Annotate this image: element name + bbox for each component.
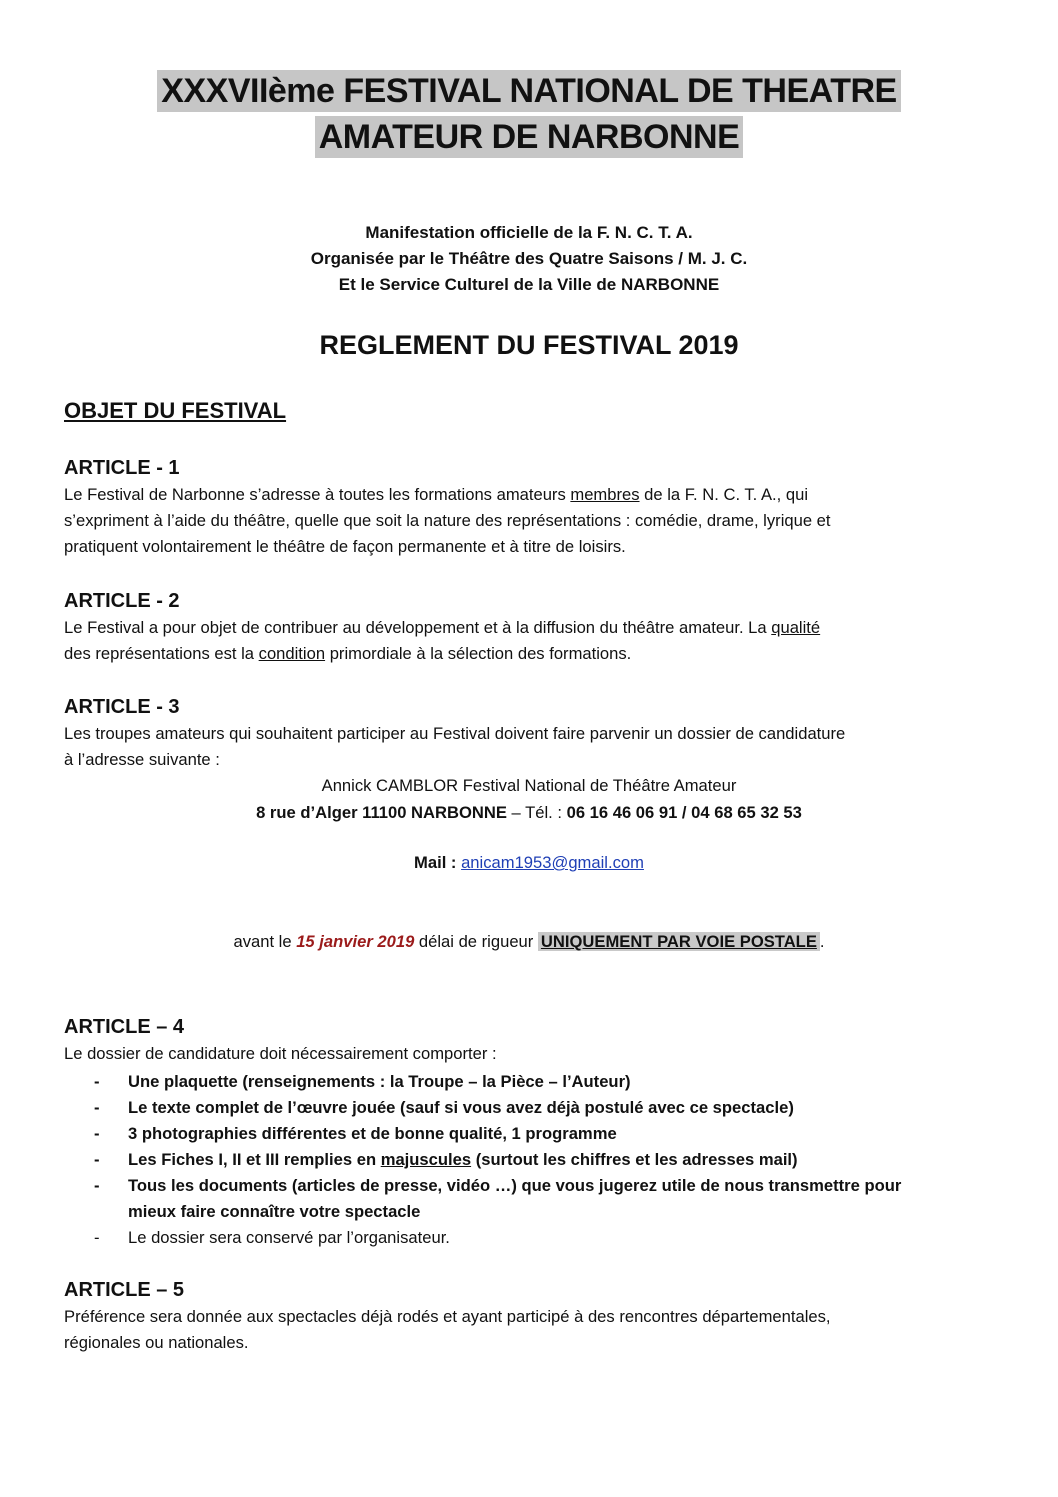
- article-5-heading: ARTICLE – 5: [64, 1279, 185, 1301]
- article-1-line-1: [64, 482, 994, 508]
- text-span: – Tél. :: [506, 803, 567, 822]
- address-line-2: [0, 800, 1058, 826]
- article-2-heading: ARTICLE - 2: [64, 590, 180, 612]
- dash-bullet: -: [94, 1124, 100, 1143]
- dash-bullet: -: [94, 1228, 100, 1247]
- subhead-line-1: Manifestation officielle de la F. N. C. T. A.: [365, 223, 693, 242]
- text-span: avant le: [233, 932, 297, 951]
- dash-bullet: -: [94, 1098, 100, 1117]
- text-span: primordiale à la sélection des formations.: [325, 644, 632, 663]
- article-2-line-1: [64, 615, 994, 641]
- list-item-text: (surtout les chiffres et les adresses mail): [471, 1150, 798, 1169]
- festival-title: [0, 70, 1058, 158]
- underlined-word: qualité: [771, 618, 821, 637]
- organizer-block: [0, 220, 1058, 298]
- mail-label: Mail :: [414, 853, 462, 872]
- list-item: [64, 1069, 994, 1095]
- list-item-text: Tous les documents (articles de presse, vidéo …) que vous jugerez utile de nous transmettre pour: [128, 1176, 902, 1195]
- title-line-1: XXXVIIème FESTIVAL NATIONAL DE THEATRE: [157, 70, 900, 112]
- dash-bullet: -: [94, 1072, 100, 1091]
- list-item-text: 3 photographies différentes et de bonne qualité, 1 programme: [128, 1124, 617, 1143]
- postal-only-highlight: UNIQUEMENT PAR VOIE POSTALE: [538, 932, 820, 951]
- text-span: Le Festival a pour objet de contribuer au développement et à la diffusion du théâtre amateur. La: [64, 618, 772, 637]
- article-1-line-2: s’expriment à l’aide du théâtre, quelle que soit la nature des représentations : comédie, drame, lyrique et: [64, 511, 831, 530]
- text-span: Le Festival de Narbonne s’adresse à toutes les formations amateurs: [64, 485, 571, 504]
- list-item-text: Le dossier sera conservé par l’organisateur.: [128, 1228, 450, 1247]
- list-item-text: Le texte complet de l’œuvre jouée (sauf si vous avez déjà postulé avec ce spectacle): [128, 1098, 794, 1117]
- dash-bullet: -: [94, 1150, 100, 1169]
- underlined-word: membres: [570, 485, 640, 504]
- title-line-2: AMATEUR DE NARBONNE: [315, 116, 744, 158]
- article-3: [64, 693, 994, 773]
- dash-bullet: -: [94, 1176, 100, 1195]
- article-5-line-2: régionales ou nationales.: [64, 1333, 249, 1352]
- article-1: [64, 454, 994, 560]
- reglement-title: REGLEMENT DU FESTIVAL 2019: [319, 330, 739, 360]
- article-1-line-3: pratiquent volontairement le théâtre de façon permanente et à titre de loisirs.: [64, 537, 626, 556]
- article-4-intro: Le dossier de candidature doit nécessairement comporter :: [64, 1044, 497, 1063]
- article-3-heading: ARTICLE - 3: [64, 696, 180, 718]
- list-item: [64, 1095, 994, 1121]
- article-3-line-1: Les troupes amateurs qui souhaitent participer au Festival doivent faire parvenir un dossier de candidature: [64, 724, 846, 743]
- article-4-heading: ARTICLE – 4: [64, 1016, 185, 1038]
- article-4: [64, 1013, 994, 1251]
- underlined-word: majuscules: [380, 1150, 472, 1169]
- list-item: [64, 1173, 994, 1199]
- phone-numbers: 06 16 46 06 91 / 04 68 65 32 53: [566, 803, 802, 822]
- article-1-heading: ARTICLE - 1: [64, 457, 180, 479]
- article-2: [64, 587, 994, 667]
- text-span: de la F. N. C. T. A., qui: [639, 485, 809, 504]
- section-heading: OBJET DU FESTIVAL: [64, 398, 287, 423]
- list-item-text: Les Fiches I, II et III remplies en: [128, 1150, 381, 1169]
- mail-line: [0, 850, 1058, 876]
- text-span: des représentations est la: [64, 644, 259, 663]
- article-5-line-1: Préférence sera donnée aux spectacles déjà rodés et ayant participé à des rencontres départementales,: [64, 1307, 831, 1326]
- article-3-line-2: à l’adresse suivante :: [64, 750, 220, 769]
- list-item: [64, 1147, 994, 1173]
- deadline-line: [0, 929, 1058, 955]
- list-item-continuation: [64, 1199, 994, 1225]
- email-link[interactable]: anicam1953@gmail.com: [461, 853, 644, 872]
- address-line-1: Annick CAMBLOR Festival National de Théâtre Amateur: [321, 776, 737, 795]
- street-address: 8 rue d’Alger 11100 NARBONNE: [256, 803, 507, 822]
- list-item: [64, 1121, 994, 1147]
- subhead-line-2: Organisée par le Théâtre des Quatre Saisons / M. J. C.: [310, 249, 748, 268]
- list-item-text: Une plaquette (renseignements : la Troupe – la Pièce – l’Auteur): [128, 1072, 631, 1091]
- underlined-word: condition: [258, 644, 326, 663]
- deadline-date: 15 janvier 2019: [296, 932, 415, 951]
- article-2-line-2: [64, 641, 994, 667]
- text-span: .: [819, 932, 825, 951]
- required-documents-list: [64, 1069, 994, 1251]
- subhead-line-3: Et le Service Culturel de la Ville de NARBONNE: [338, 275, 720, 294]
- text-span: délai de rigueur: [414, 932, 538, 951]
- article-5: [64, 1276, 994, 1356]
- list-item-text: mieux faire connaître votre spectacle: [128, 1202, 421, 1221]
- list-item: [64, 1225, 994, 1251]
